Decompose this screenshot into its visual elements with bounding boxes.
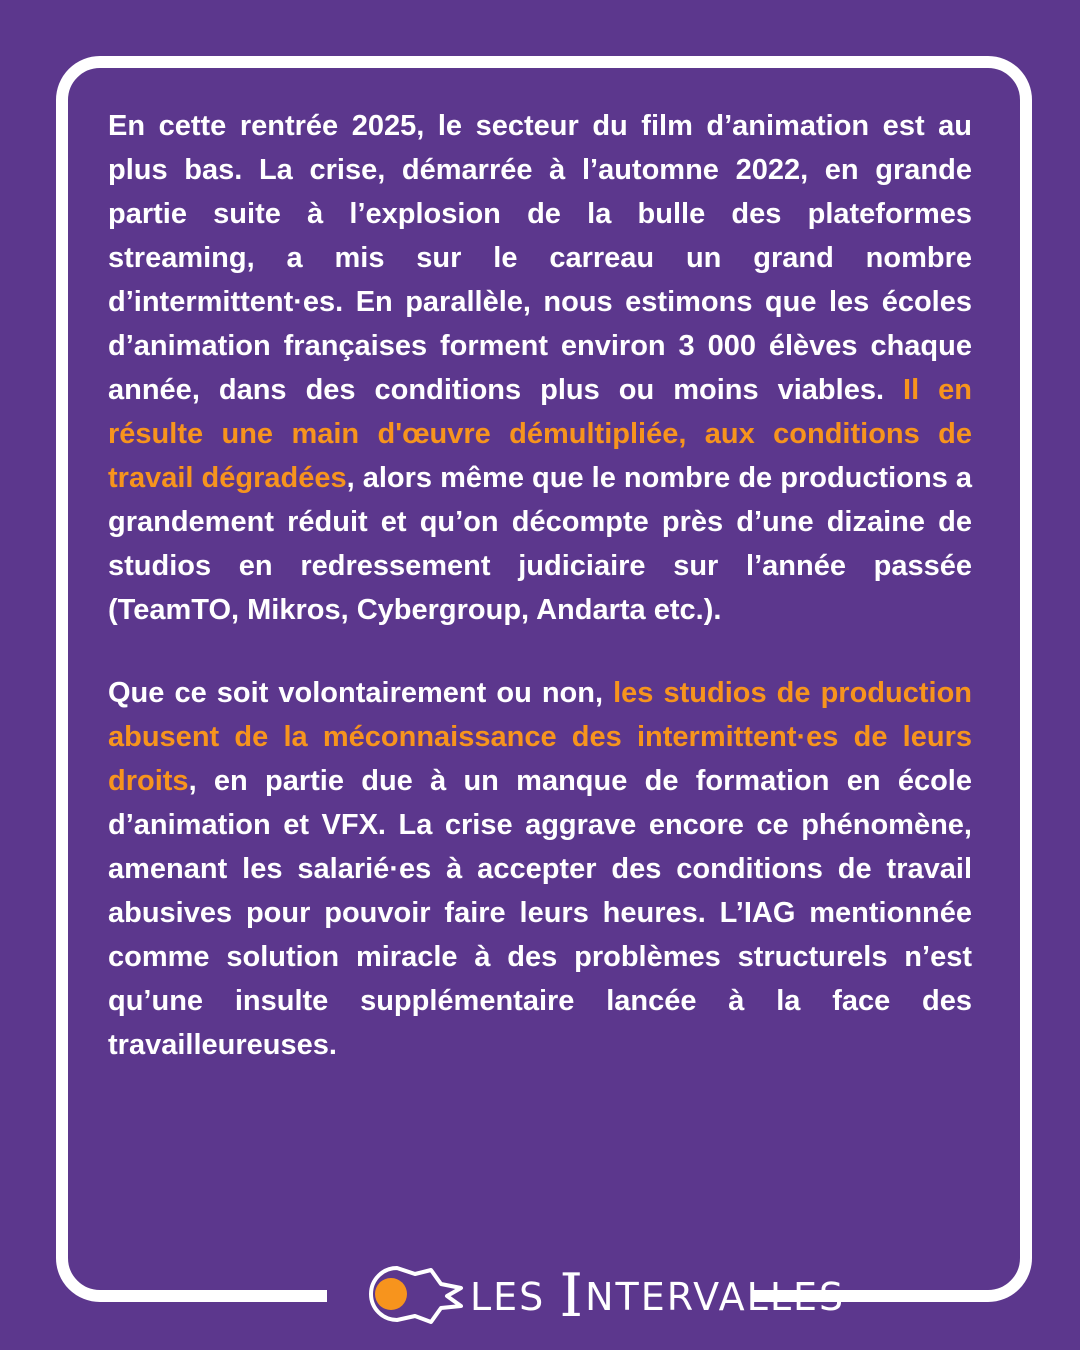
paragraph-1-text-start: En cette rentrée 2025, le secteur du film d’animation est au plus bas. La crise, démarrée à l’automne 2022, en grande partie suite à l’explosion de la bulle des plateformes streaming, a mis sur le carreau un grand nombre d’intermittent·es. En parallèle, nous estimons que les écoles d’animation françaises forment environ 3 000 élèves chaque année, dans des conditions plus ou moins viables. [108, 110, 972, 406]
brand-name [470, 1261, 846, 1331]
brand-word-les: LES [470, 1275, 546, 1319]
paragraph-1-highlight: Il en résulte une main d'œuvre démultipliée, aux conditions de travail dégradées [108, 374, 972, 494]
brand-logo [327, 1258, 846, 1331]
paragraph-2-highlight: les studios de production abusent de la méconnaissance des intermittent·es de leurs droits [108, 677, 972, 797]
paragraph-2-text-start: Que ce soit volontairement ou non, [108, 677, 614, 709]
paragraph-1-text-end: , alors même que le nombre de productions a grandement réduit et qu’on décompte près d’une dizaine de studios en redressement judiciaire sur l’année passée (TeamTO, Mikros, Cybergroup, Andarta etc.). [108, 462, 972, 626]
paragraph-2 [108, 671, 972, 1067]
paragraph-1 [108, 104, 972, 632]
comet-logo-icon [357, 1262, 467, 1326]
paragraph-2-text-end: , en partie due à un manque de formation en école d’animation et VFX. La crise aggrave encore ce phénomène, amenant les salarié·es à accepter des conditions de travail abusives pour pouvoir faire leurs heures. L’IAG mentionnée comme solution miracle à des problèmes structurels n’est qu’une insulte supplémentaire lancée à la face des travailleureuses. [108, 765, 972, 1061]
article-text [108, 104, 972, 1067]
brand-initial: I [559, 1261, 586, 1331]
brand-word-intervalles: NTERVALLES [585, 1275, 846, 1319]
